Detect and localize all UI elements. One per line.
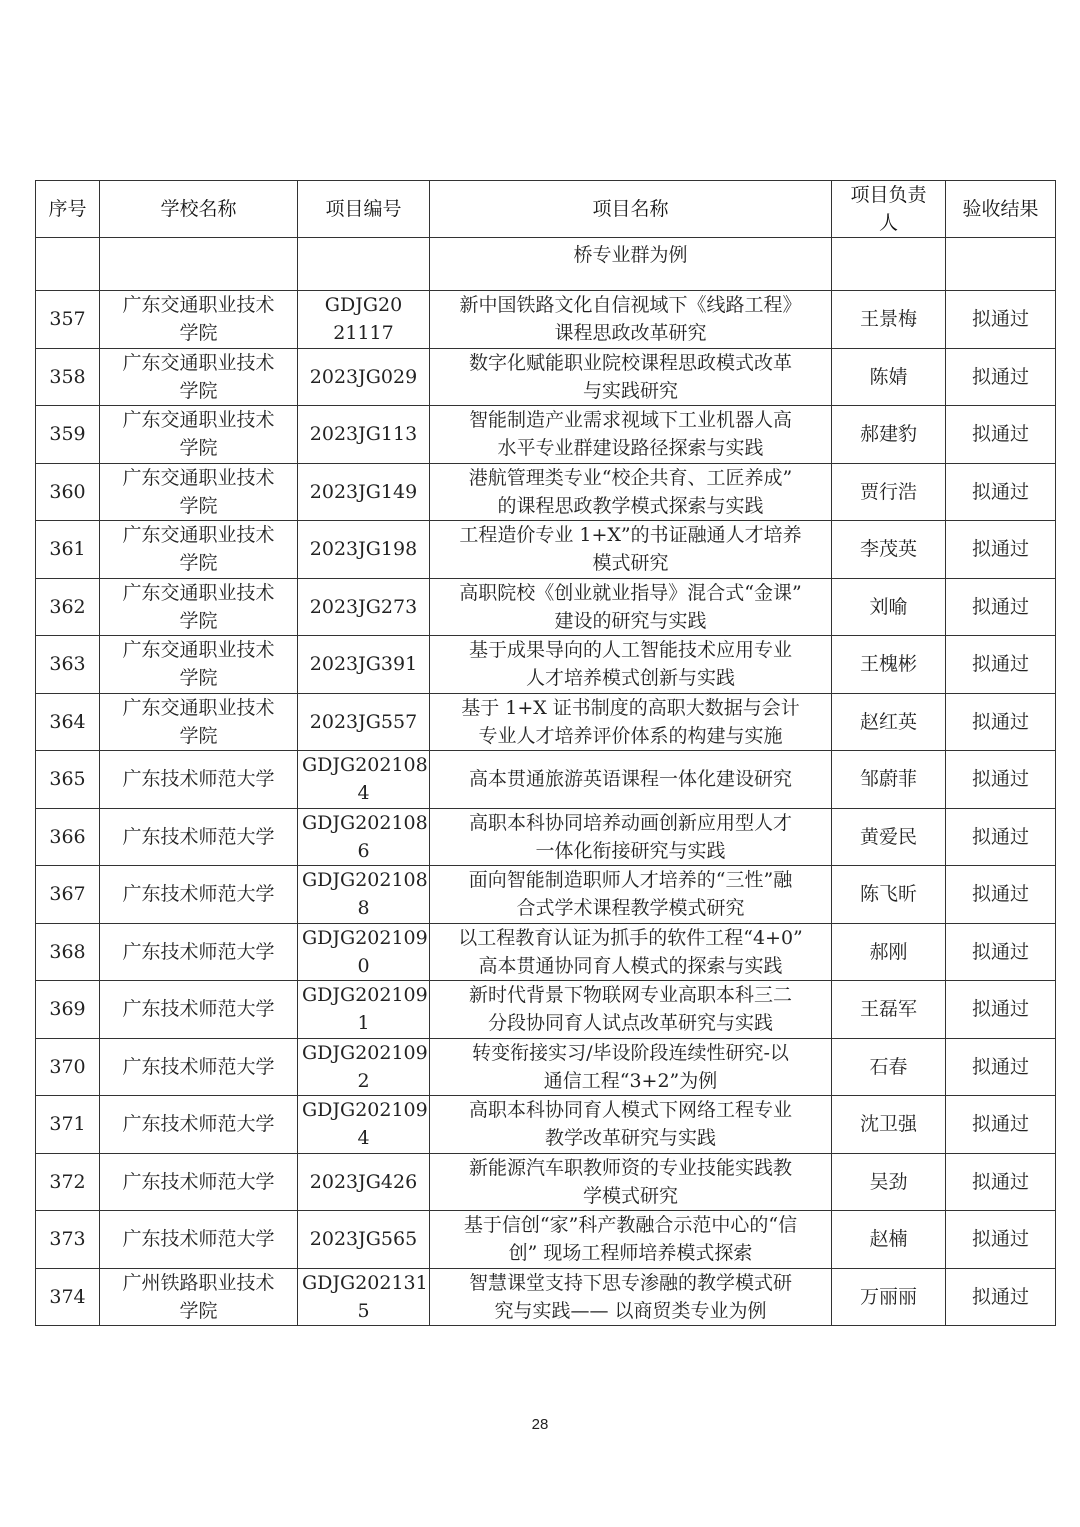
cell-code [298, 463, 430, 521]
project-code-line: 2023JG273 [309, 595, 418, 618]
cell-title [430, 1096, 832, 1154]
cell-leader: 赵楠 [832, 1211, 946, 1269]
cell-leader: 吴劲 [832, 1153, 946, 1211]
cell-index: 359 [36, 406, 100, 464]
cell-result: 拟通过 [946, 693, 1056, 751]
cell-index: 364 [36, 693, 100, 751]
project-code-line: 4 [357, 1127, 370, 1150]
cell-index: 367 [36, 866, 100, 924]
cell-title [430, 1211, 832, 1269]
project-title-line: 工程造价专业 1+X”的书证融通人才培养 [459, 524, 802, 547]
school-name-line: 学院 [179, 322, 218, 345]
cell-leader: 赵红英 [832, 693, 946, 751]
table-row [36, 291, 1056, 349]
cell-title [430, 1268, 832, 1326]
project-title-line: 新能源汽车职教师资的专业技能实践教 [468, 1156, 792, 1179]
header-code: 项目编号 [298, 181, 430, 238]
project-title-line: 高本贯通旅游英语课程一体化建设研究 [468, 768, 792, 791]
project-title-line: 究与实践—— 以商贸类专业为例 [494, 1299, 767, 1322]
cell-result: 拟通过 [946, 1038, 1056, 1096]
project-code-line: 0 [357, 954, 370, 977]
cell-title [430, 291, 832, 349]
cell-index: 369 [36, 981, 100, 1039]
cell-school [100, 578, 298, 636]
cell-school [100, 348, 298, 406]
project-title-line: 分段协同育人试点改革研究与实践 [487, 1012, 773, 1035]
cell-title [430, 521, 832, 579]
cell-index: 357 [36, 291, 100, 349]
cell-result: 拟通过 [946, 1211, 1056, 1269]
cell-result: 拟通过 [946, 463, 1056, 521]
cell-title [430, 578, 832, 636]
table-row [36, 1038, 1056, 1096]
cell-title [430, 636, 832, 694]
project-code-line: 2 [357, 1069, 370, 1092]
table-row [36, 693, 1056, 751]
table-row [36, 1096, 1056, 1154]
cell-leader: 刘喻 [832, 578, 946, 636]
cell-code [298, 636, 430, 694]
cell-result: 拟通过 [946, 348, 1056, 406]
cell-result: 拟通过 [946, 521, 1056, 579]
cell-school [100, 981, 298, 1039]
project-title-line: 模式研究 [592, 552, 669, 575]
table-row [36, 981, 1056, 1039]
cell-leader: 陈婧 [832, 348, 946, 406]
school-name-line: 广东技术师范大学 [122, 825, 275, 848]
cell-index: 362 [36, 578, 100, 636]
header-leader-line: 项目负责 [850, 184, 927, 206]
school-name-line: 广东交通职业技术 [122, 351, 275, 374]
project-title-line: 新时代背景下物联网专业高职本科三二 [468, 984, 792, 1007]
cell-index: 370 [36, 1038, 100, 1096]
cell-index: 374 [36, 1268, 100, 1326]
project-code-line: GDJG202109 [302, 926, 428, 949]
cell-leader: 石春 [832, 1038, 946, 1096]
project-code-line: 2023JG029 [309, 365, 418, 388]
header-title: 项目名称 [430, 181, 832, 238]
cell-code [298, 1153, 430, 1211]
project-code-line: GDJG202108 [302, 811, 428, 834]
cell-code [298, 291, 430, 349]
project-acceptance-table [35, 180, 1056, 1326]
cell-index: 363 [36, 636, 100, 694]
school-name-line: 广东技术师范大学 [122, 1228, 275, 1251]
project-code-line: GDJG202131 [302, 1271, 428, 1294]
cell-leader: 贾行浩 [832, 463, 946, 521]
project-code-line: GDJG202109 [302, 984, 428, 1007]
project-title-line: 的课程思政教学模式探索与实践 [497, 494, 764, 517]
cell-result: 拟通过 [946, 866, 1056, 924]
school-name-line: 广东技术师范大学 [122, 883, 275, 906]
cell-school [100, 1268, 298, 1326]
table-row [36, 578, 1056, 636]
cell-code [298, 406, 430, 464]
cell-code [298, 923, 430, 981]
table-row [36, 808, 1056, 866]
school-name-line: 学院 [179, 609, 218, 632]
table-row [36, 521, 1056, 579]
cell-title [430, 463, 832, 521]
table-row [36, 1211, 1056, 1269]
cell-code [298, 348, 430, 406]
cell-title [430, 808, 832, 866]
cell-code [298, 808, 430, 866]
cell-leader: 郝建豹 [832, 406, 946, 464]
cell-school [100, 693, 298, 751]
cell-index: 372 [36, 1153, 100, 1211]
cell-school [100, 923, 298, 981]
school-name-line: 广东交通职业技术 [122, 524, 275, 547]
project-title-line: 创” 现场工程师培养模式探索 [508, 1242, 753, 1265]
cell-index: 366 [36, 808, 100, 866]
project-title-line: 面向智能制造职师人才培养的“三性”融 [468, 869, 793, 892]
school-name-line: 广东交通职业技术 [122, 294, 275, 317]
school-name-line: 广东交通职业技术 [122, 466, 275, 489]
cell-result: 拟通过 [946, 1096, 1056, 1154]
cell-school [100, 1153, 298, 1211]
cell-leader: 沈卫强 [832, 1096, 946, 1154]
header-leader [832, 181, 946, 238]
project-code-line: GDJG20 [324, 294, 403, 317]
cell-school [100, 1096, 298, 1154]
cell-title [430, 981, 832, 1039]
cell-code [298, 521, 430, 579]
project-code-line: GDJG202108 [302, 869, 428, 892]
cell-result: 拟通过 [946, 1268, 1056, 1326]
school-name-line: 广东技术师范大学 [122, 1055, 275, 1078]
table-row [36, 1268, 1056, 1326]
cell-result: 拟通过 [946, 808, 1056, 866]
header-leader-line: 人 [878, 212, 898, 234]
project-code-line: 6 [357, 839, 370, 862]
cell-school [100, 463, 298, 521]
project-title-line: 数字化赋能职业院校课程思政模式改革 [468, 351, 792, 374]
cell-code [298, 578, 430, 636]
table-row [36, 1153, 1056, 1211]
cell-school [100, 866, 298, 924]
project-title-line: 港航管理类专业“校企共育、工匠养成” [468, 466, 793, 489]
school-name-line: 广东技术师范大学 [122, 998, 275, 1021]
project-title-line: 教学改革研究与实践 [544, 1127, 716, 1150]
header-index: 序号 [36, 181, 100, 238]
cell-school [100, 406, 298, 464]
table-row [36, 751, 1056, 809]
project-title-line: 高本贯通协同育人模式的探索与实践 [478, 954, 783, 977]
project-code-line: GDJG202108 [302, 754, 428, 777]
school-name-line: 广东交通职业技术 [122, 581, 275, 604]
table-body [36, 238, 1056, 1326]
project-code-line: GDJG202109 [302, 1099, 428, 1122]
cell-result: 拟通过 [946, 923, 1056, 981]
cell-leader: 李茂英 [832, 521, 946, 579]
project-code-line: 2023JG557 [309, 710, 418, 733]
cell-result: 拟通过 [946, 578, 1056, 636]
project-title-line: 智慧课堂支持下思专渗融的教学模式研 [468, 1271, 792, 1294]
school-name-line: 广东技术师范大学 [122, 768, 275, 791]
cell-code [298, 981, 430, 1039]
project-code-line: GDJG202109 [302, 1041, 428, 1064]
header-result: 验收结果 [946, 181, 1056, 238]
cell-leader: 郝刚 [832, 923, 946, 981]
project-title-line: 新中国铁路文化自信视域下《线路工程》 [459, 294, 802, 317]
cell-result [946, 238, 1056, 291]
school-name-line: 学院 [179, 667, 218, 690]
project-title-line: 高职本科协同培养动画创新应用型人才 [468, 811, 792, 834]
project-title-line: 合式学术课程教学模式研究 [516, 897, 745, 920]
school-name-line: 广东技术师范大学 [122, 1113, 275, 1136]
cell-code [298, 1211, 430, 1269]
table-row [36, 923, 1056, 981]
cell-result: 拟通过 [946, 751, 1056, 809]
cell-result: 拟通过 [946, 981, 1056, 1039]
school-name-line: 学院 [179, 552, 218, 575]
cell-title [430, 1153, 832, 1211]
project-title-line: 基于成果导向的人工智能技术应用专业 [468, 639, 792, 662]
page-number: 28 [531, 1416, 549, 1433]
cell-school [100, 1211, 298, 1269]
project-code-line: 21117 [333, 322, 394, 345]
project-title-line: 转变衔接实习/毕设阶段连续性研究-以 [472, 1041, 789, 1064]
school-name-line: 广东交通职业技术 [122, 409, 275, 432]
header-school: 学校名称 [100, 181, 298, 238]
project-code-line: 2023JG391 [309, 653, 418, 676]
school-name-line: 学院 [179, 1299, 218, 1322]
project-title-line: 人才培养模式创新与实践 [525, 667, 735, 690]
project-code-line: 4 [357, 782, 370, 805]
cell-index: 365 [36, 751, 100, 809]
cell-code [298, 1038, 430, 1096]
cell-title [430, 1038, 832, 1096]
project-code-line: 8 [357, 897, 370, 920]
project-code-line: 2023JG113 [309, 423, 418, 446]
cell-leader: 陈飞昕 [832, 866, 946, 924]
cell-leader [832, 238, 946, 291]
project-title-line: 水平专业群建设路径探索与实践 [497, 437, 764, 460]
school-name-line: 学院 [179, 494, 218, 517]
school-name-line: 广东技术师范大学 [122, 940, 275, 963]
cell-school [100, 751, 298, 809]
cell-result: 拟通过 [946, 291, 1056, 349]
table-header-row [36, 181, 1056, 238]
project-code-line: 5 [357, 1299, 370, 1322]
cell-result: 拟通过 [946, 406, 1056, 464]
cell-result: 拟通过 [946, 1153, 1056, 1211]
school-name-line: 学院 [179, 379, 218, 402]
table-row [36, 463, 1056, 521]
cell-title: 桥专业群为例 [430, 238, 832, 291]
project-title-line: 以工程教育认证为抓手的软件工程“4+0” [458, 926, 803, 949]
project-code-line: 1 [357, 1012, 370, 1035]
project-title-line: 基于信创“家”科产教融合示范中心的“信 [463, 1214, 798, 1237]
cell-result: 拟通过 [946, 636, 1056, 694]
table-row [36, 636, 1056, 694]
school-name-line: 学院 [179, 437, 218, 460]
cell-leader: 邹蔚菲 [832, 751, 946, 809]
project-title-line: 学模式研究 [582, 1184, 678, 1207]
project-title-line: 高职本科协同育人模式下网络工程专业 [468, 1099, 792, 1122]
cell-title [430, 348, 832, 406]
project-code-line: 2023JG198 [309, 538, 418, 561]
cell-title [430, 406, 832, 464]
project-title-line: 高职院校《创业就业指导》混合式“金课” [459, 581, 802, 604]
cell-index: 361 [36, 521, 100, 579]
school-name-line: 学院 [179, 724, 218, 747]
project-code-line: 2023JG149 [309, 480, 418, 503]
cell-code [298, 866, 430, 924]
cell-index: 358 [36, 348, 100, 406]
cell-index: 371 [36, 1096, 100, 1154]
school-name-line: 广州铁路职业技术 [122, 1271, 275, 1294]
cell-school [100, 521, 298, 579]
cell-index: 373 [36, 1211, 100, 1269]
project-title-line: 智能制造产业需求视域下工业机器人高 [468, 409, 792, 432]
cell-code [298, 1096, 430, 1154]
cell-leader: 万丽丽 [832, 1268, 946, 1326]
project-title-line: 与实践研究 [582, 379, 678, 402]
cell-index [36, 238, 100, 291]
cell-title [430, 693, 832, 751]
cell-leader: 王景梅 [832, 291, 946, 349]
cell-code [298, 238, 430, 291]
cell-index: 368 [36, 923, 100, 981]
cell-code [298, 751, 430, 809]
table-row [36, 866, 1056, 924]
cell-leader: 黄爱民 [832, 808, 946, 866]
project-title-line: 专业人才培养评价体系的构建与实施 [478, 724, 783, 747]
project-title-line: 建设的研究与实践 [554, 609, 707, 632]
project-title-line: 通信工程“3+2”为例 [543, 1069, 718, 1092]
school-name-line: 广东技术师范大学 [122, 1170, 275, 1193]
table-row [36, 348, 1056, 406]
cell-code [298, 693, 430, 751]
cell-title [430, 923, 832, 981]
school-name-line: 广东交通职业技术 [122, 639, 275, 662]
project-code-line: 2023JG565 [309, 1228, 418, 1251]
project-title-line: 课程思政改革研究 [554, 322, 707, 345]
continuation-row [36, 238, 1056, 291]
cell-leader: 王磊军 [832, 981, 946, 1039]
project-code-line: 2023JG426 [309, 1170, 418, 1193]
school-name-line: 广东交通职业技术 [122, 696, 275, 719]
cell-school [100, 238, 298, 291]
cell-leader: 王槐彬 [832, 636, 946, 694]
cell-index: 360 [36, 463, 100, 521]
cell-title [430, 751, 832, 809]
project-title-line: 基于 1+X 证书制度的高职大数据与会计 [461, 696, 800, 719]
cell-title [430, 866, 832, 924]
cell-school [100, 1038, 298, 1096]
cell-school [100, 291, 298, 349]
cell-code [298, 1268, 430, 1326]
cell-school [100, 808, 298, 866]
project-title-line: 一体化衔接研究与实践 [535, 839, 726, 862]
table-row [36, 406, 1056, 464]
cell-school [100, 636, 298, 694]
